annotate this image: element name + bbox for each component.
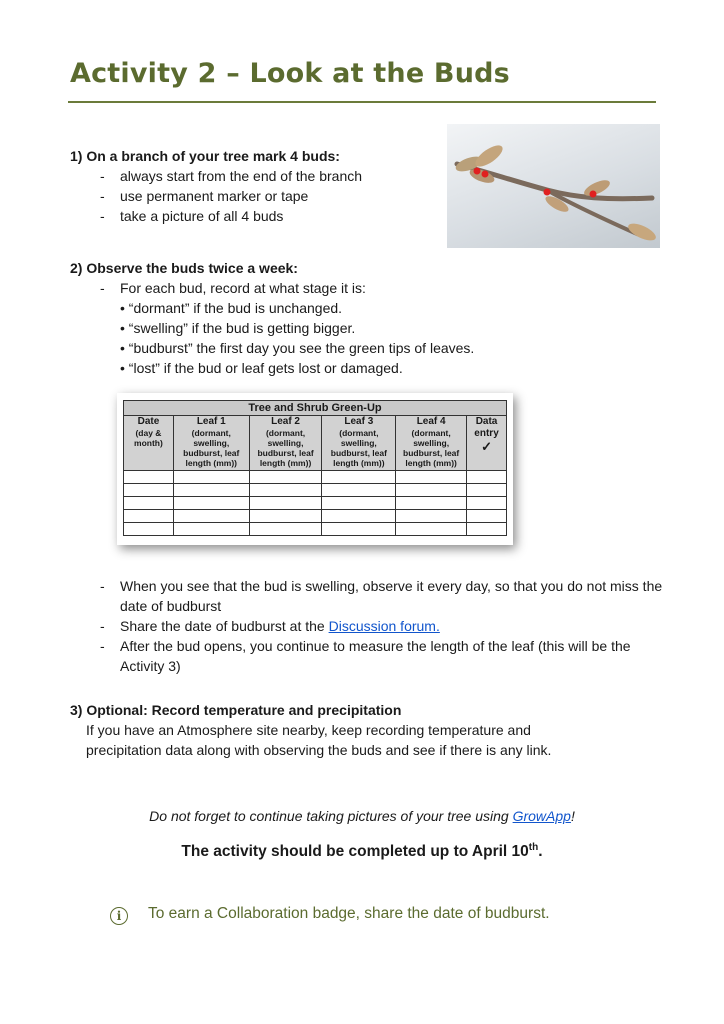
section3-text-line: precipitation data along with observing the buds and see if there is any link.	[86, 742, 552, 758]
page-title: Activity 2 – Look at the Buds	[70, 58, 510, 89]
badge-text: To earn a Collaboration badge, share the date of budburst.	[148, 905, 550, 922]
section2-heading: 2) Observe the buds twice a week:	[70, 260, 298, 276]
list-item: - For each bud, record at what stage it is:	[70, 278, 474, 298]
stage-item: • “dormant” if the bud is unchanged.	[120, 298, 474, 318]
table-row	[124, 484, 507, 497]
list-item: - use permanent marker or tape	[70, 186, 362, 206]
list-item: - always start from the end of the branch	[70, 166, 362, 186]
table-header-leaf-1: Leaf 1 (dormant, swelling, budburst, leaf length (mm))	[173, 416, 249, 471]
table-header-leaf-4: Leaf 4 (dormant, swelling, budburst, leaf length (mm))	[396, 416, 467, 471]
checkmark-icon: ✓	[481, 439, 492, 454]
table-row	[124, 471, 507, 484]
stage-list	[70, 298, 474, 378]
green-up-table	[123, 400, 507, 536]
section-temperature	[70, 700, 551, 760]
table-header-leaf-2: Leaf 2 (dormant, swelling, budburst, leaf length (mm))	[249, 416, 322, 471]
stage-item: • “lost” if the bud or leaf gets lost or damaged.	[120, 358, 474, 378]
section-mark-buds	[70, 146, 362, 226]
badge-note	[110, 905, 550, 925]
list-item: - When you see that the bud is swelling, observe it every day, so that you do not miss the date of budburst	[70, 576, 670, 616]
list-item: - take a picture of all 4 buds	[70, 206, 362, 226]
table-row	[124, 523, 507, 536]
after-list	[70, 576, 670, 676]
section-after-observation	[70, 576, 670, 676]
table-header-data-entry: Data entry ✓	[467, 416, 507, 471]
growapp-link[interactable]: GrowApp	[512, 808, 571, 824]
table-row	[124, 510, 507, 523]
section2-intro-list	[70, 278, 474, 298]
list-item: - Share the date of budburst at the Discussion forum.	[70, 616, 670, 636]
discussion-forum-link[interactable]: Discussion forum.	[328, 618, 440, 634]
title-divider	[68, 101, 656, 103]
section3-text-line: If you have an Atmosphere site nearby, keep recording temperature and	[86, 722, 531, 738]
section1-heading: 1) On a branch of your tree mark 4 buds:	[70, 148, 340, 164]
table-header-date: Date (day & month)	[124, 416, 174, 471]
stage-item: • “budburst” the first day you see the green tips of leaves.	[120, 338, 474, 358]
list-item: - After the bud opens, you continue to measure the length of the leaf (this will be the Activity 3)	[70, 636, 670, 676]
green-up-table-image	[117, 393, 513, 545]
info-icon: i	[110, 907, 128, 925]
stage-item: • “swelling” if the bud is getting bigger.	[120, 318, 474, 338]
table-row	[124, 497, 507, 510]
section-observe-buds	[70, 258, 474, 378]
bud-branch-photo	[447, 124, 660, 248]
section1-list	[70, 166, 362, 226]
section3-heading: 3) Optional: Record temperature and precipitation	[70, 702, 402, 718]
deadline-text: The activity should be completed up to April 10th.	[181, 842, 543, 861]
table-title: Tree and Shrub Green-Up	[124, 401, 507, 416]
table-header-leaf-3: Leaf 3 (dormant, swelling, budburst, leaf length (mm))	[322, 416, 396, 471]
reminder-text: Do not forget to continue taking pictures of your tree using GrowApp!	[149, 808, 575, 824]
